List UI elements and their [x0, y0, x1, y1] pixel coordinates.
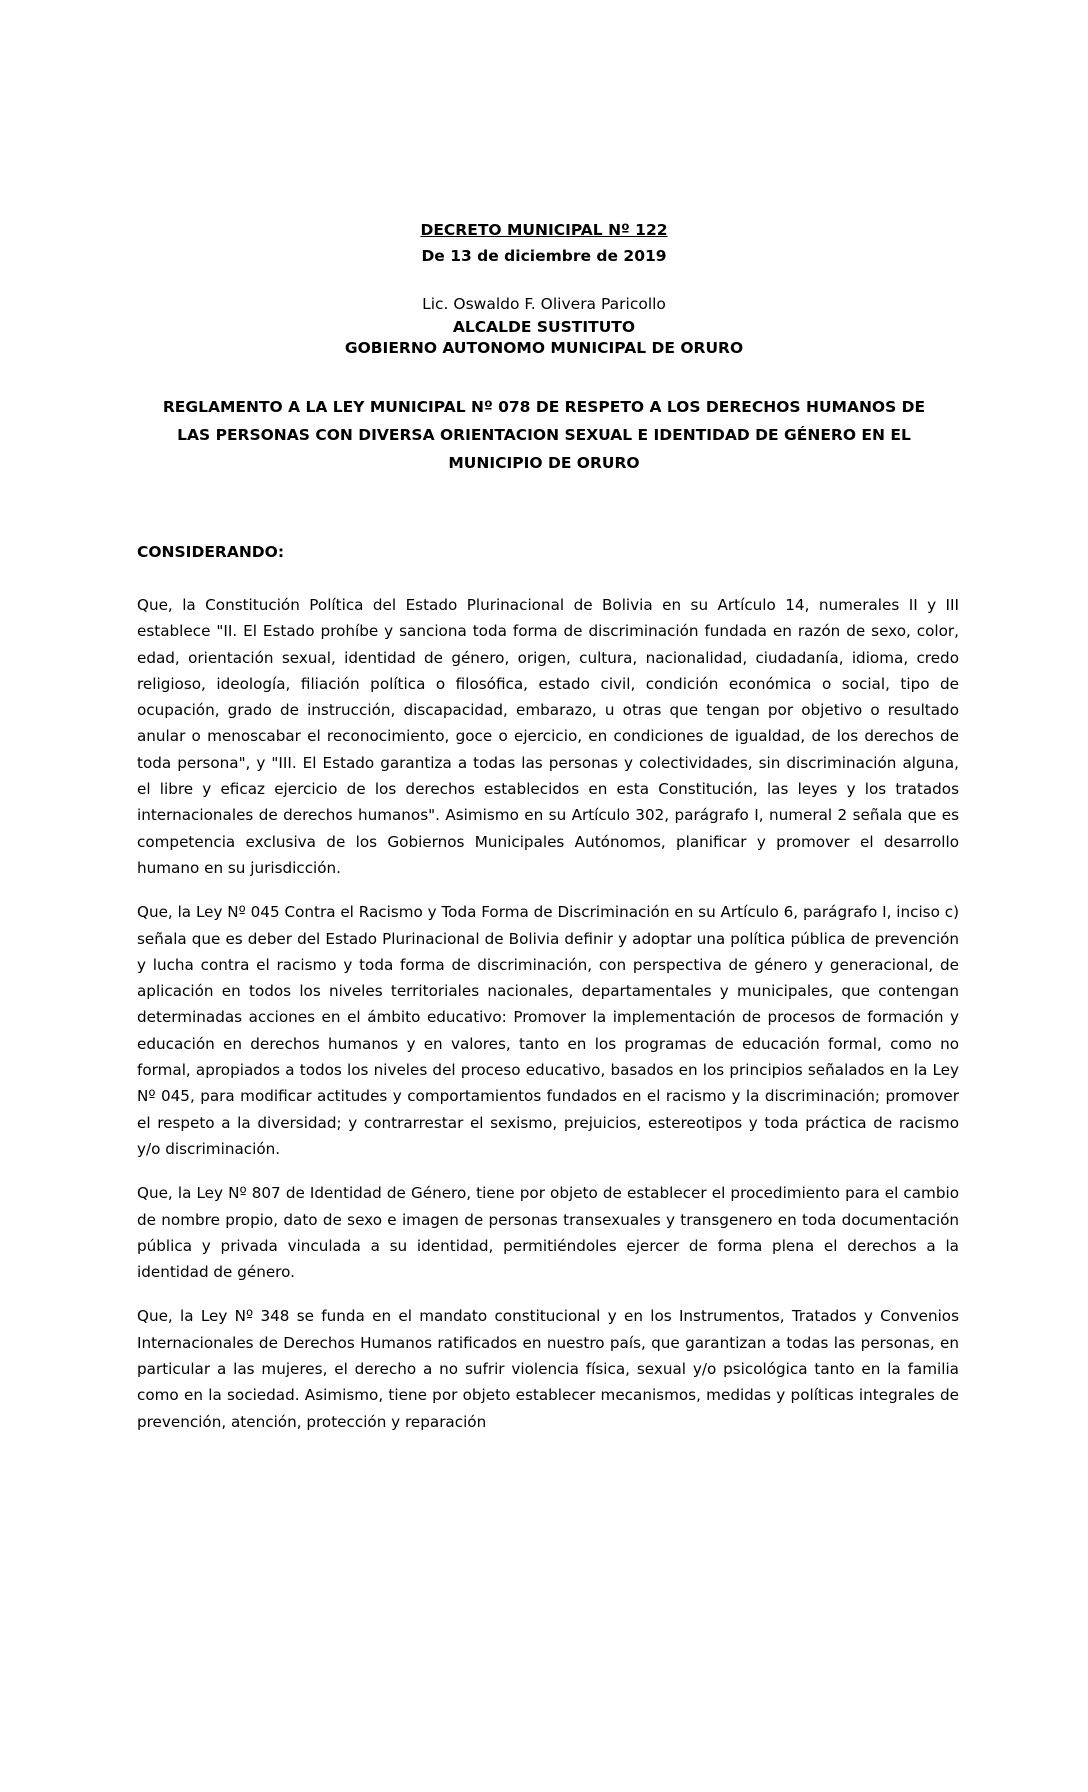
paragraph-ley-045: Que, la Ley Nº 045 Contra el Racismo y Toda Forma de Discriminación en su Artículo 6, parágrafo I, inciso c) señala que es deber del Estado Plurinacional de Bolivia definir y adoptar una política pública de prevención y lucha contra el racismo y toda forma de discriminación, con perspectiva de género y generacional, de aplicación en todos los niveles territoriales nacionales, departamentales y municipales, que contengan determinadas acciones en el ámbito educativo: Promover la implementación de procesos de formación y educación en derechos humanos y en valores, tanto en los programas de educación formal, como no formal, apropiados a todos los niveles del proceso educativo, basados en los principios señalados en la Ley Nº 045, para modificar actitudes y comportamientos fundados en el racismo y la discriminación; promover el respeto a la diversidad; y contrarrestar el sexismo, prejuicios, estereotipos y toda práctica de racismo y/o discriminación.: [137, 903, 959, 1158]
institution-name: GOBIERNO AUTONOMO MUNICIPAL DE ORURO: [344, 339, 744, 357]
decree-date: De 13 de diciembre de 2019: [421, 247, 667, 265]
signatory-role: ALCALDE SUSTITUTO: [452, 318, 636, 336]
regulation-title-line-3: MUNICIPIO DE ORURO: [448, 454, 640, 472]
signatory-name: Lic. Oswaldo F. Olivera Paricollo: [422, 295, 666, 313]
regulation-title-line-1: REGLAMENTO A LA LEY MUNICIPAL Nº 078 DE RESPETO A LOS DERECHOS HUMANOS DE: [162, 398, 926, 416]
document-body: [137, 592, 959, 1453]
paragraph-constitution: Que, la Constitución Política del Estado Plurinacional de Bolivia en su Artículo 14, numerales II y III establece "II. El Estado prohíbe y sanciona toda forma de discriminación fundada en razón de sexo, color, edad, orientación sexual, identidad de género, origen, cultura, nacionalidad, ciudadanía, idioma, credo religioso, ideología, filiación política o filosófica, estado civil, condición económica o social, tipo de ocupación, grado de instrucción, discapacidad, embarazo, u otras que tengan por objetivo o resultado anular o menoscabar el reconocimiento, goce o ejercicio, en condiciones de igualdad, de los derechos de toda persona", y "III. El Estado garantiza a todas las personas y colectividades, sin discriminación alguna, el libre y eficaz ejercicio de los derechos establecidos en esta Constitución, las leyes y los tratados internacionales de derechos humanos". Asimismo en su Artículo 302, parágrafo I, numeral 2 señala que es competencia exclusiva de los Gobiernos Municipales Autónomos, planificar y promover el desarrollo humano en su jurisdicción.: [137, 596, 959, 877]
section-heading-considerando: CONSIDERANDO:: [137, 543, 285, 561]
regulation-title-line-2: LAS PERSONAS CON DIVERSA ORIENTACION SEXUAL E IDENTIDAD DE GÉNERO EN EL: [177, 426, 911, 444]
decree-header: [0, 217, 1088, 359]
paragraph-ley-807: Que, la Ley Nº 807 de Identidad de Género, tiene por objeto de establecer el procedimiento para el cambio de nombre propio, dato de sexo e imagen de personas transexuales y transgenero en toda documentación pública y privada vinculada a su identidad, permitiéndoles ejercer de forma plena el derechos a la identidad de género.: [137, 1184, 959, 1282]
regulation-title: [128, 393, 960, 477]
paragraph-ley-348: Que, la Ley Nº 348 se funda en el mandato constitucional y en los Instrumentos, Tratados y Convenios Internacionales de Derechos Humanos ratificados en nuestro país, que garantizan a todas las personas, en particular a las mujeres, el derecho a no sufrir violencia física, sexual y/o psicológica tanto en la familia como en la sociedad. Asimismo, tiene por objeto establecer mecanismos, medidas y políticas integrales de prevención, atención, protección y reparación: [137, 1307, 959, 1431]
decree-number: DECRETO MUNICIPAL Nº 122: [420, 221, 668, 239]
